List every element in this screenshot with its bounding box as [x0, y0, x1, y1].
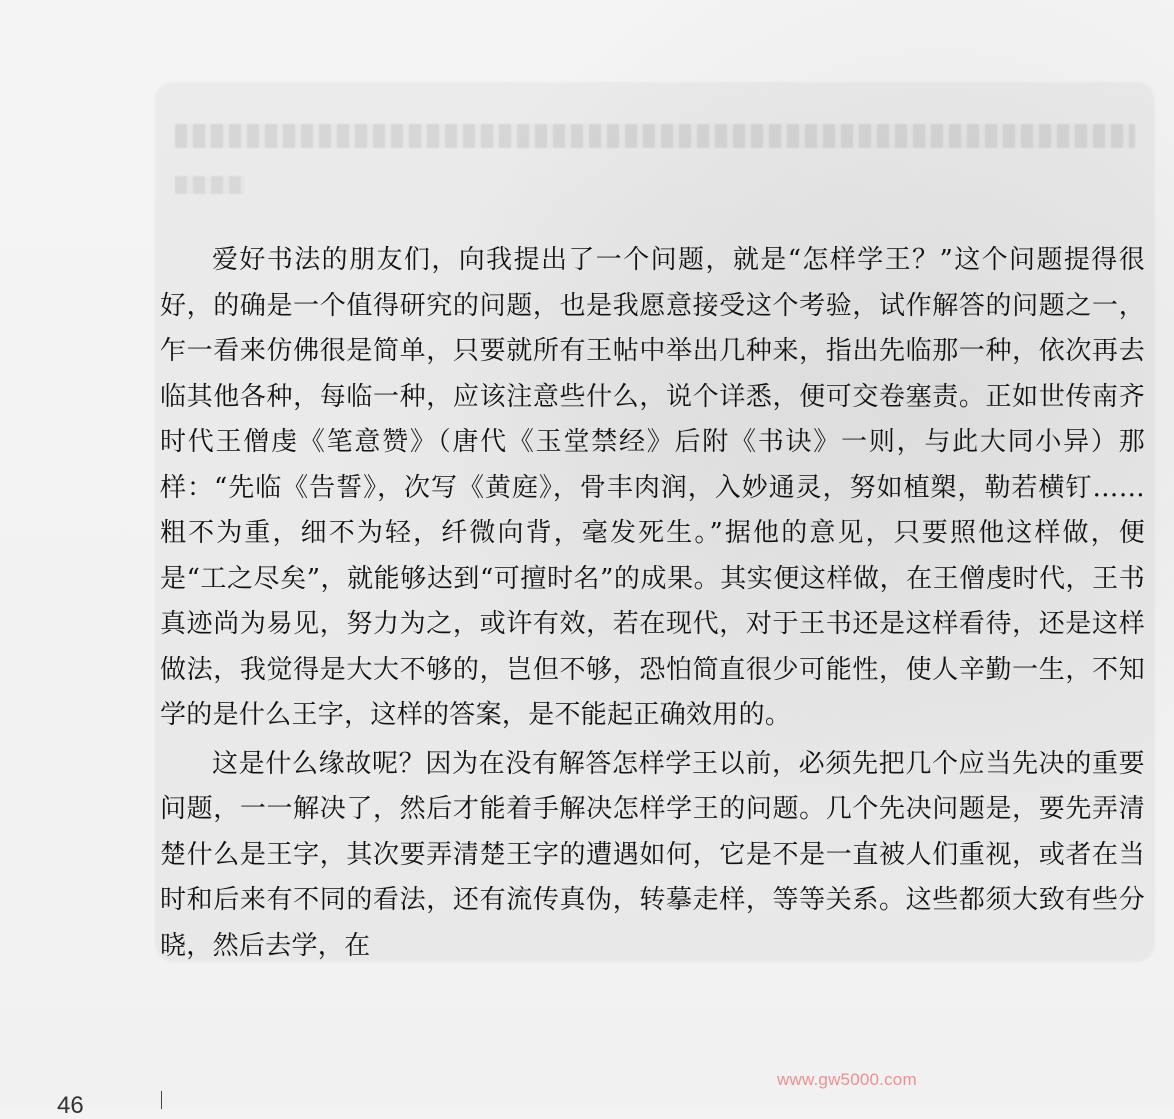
show-through-line-top: [175, 124, 1135, 148]
page-number-rule: [161, 1091, 162, 1109]
paragraph-2: 这是什么缘故呢？因为在没有解答怎样学王以前，必须先把几个应当先决的重要问题，一一解决了，然后才能着手解决怎样学王的问题。几个先决问题是，要先弄清楚什么是王字，其次要弄清楚王字的遭遇如何，它是不是一直被人们重视，或者在当时和后来有不同的看法，还有流传真伪，转摹走样，等等关系。这些都须大致有些分晓，然后去学，在: [160, 748, 1145, 961]
paragraph-1: 爱好书法的朋友们，向我提出了一个问题，就是“怎样学王？”这个问题提得很好，的确是一个值得研究的问题，也是我愿意接受这个考验，试作解答的问题之一，乍一看来仿佛很是简单，只要就所有王帖中举出几种来，指出先临那一种，依次再去临其他各种，每临一种，应该注意些什么，说个详悉，便可交卷塞责。正如世传南齐时代王僧虔《笔意赞》（唐代《玉堂禁经》后附《书诀》一则，与此大同小异）那样：“先临《告誓》，次写《黄庭》，骨丰肉润，入妙通灵，努如植槊，勒若横钉……粗不为重，细不为轻，纤微向背，毫发死生。”据他的意见，只要照他这样做，便是“工之尽矣”，就能够达到“可擅时名”的成果。其实便这样做，在王僧虔时代，王书真迹尚为易见，努力为之，或许有效，若在现代，对于王书还是这样看待，还是这样做法，我觉得是大大不够的，岂但不够，恐怕简直很少可能性，使人辛勤一生，不知学的是什么王字，这样的答案，是不能起正确效用的。: [160, 245, 1145, 730]
watermark-text: www.gw5000.com: [777, 1070, 917, 1089]
main-text-block: [160, 238, 1145, 969]
page-number: 46: [57, 1092, 84, 1119]
show-through-line-small: [175, 176, 245, 194]
